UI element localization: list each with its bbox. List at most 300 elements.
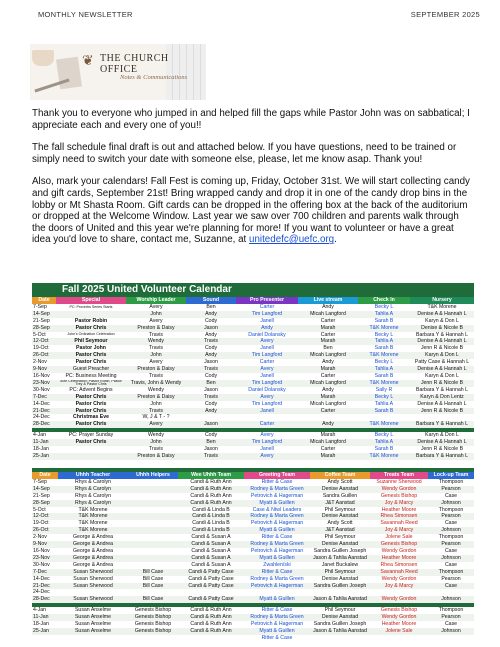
table-cell: Andy (322, 359, 334, 366)
table-cell: Candi & Susan A (191, 561, 231, 568)
banner-subtitle: Notes & Communications (120, 74, 188, 81)
table-cell: Phil Seymour (324, 506, 356, 513)
table-cell (428, 589, 474, 596)
table-cell: Micah Langford (298, 380, 358, 387)
table-row (32, 439, 474, 446)
table-cell: Candi & Susan A (191, 547, 231, 554)
table-cell: 7-Sep (33, 478, 47, 485)
table-cell: Heather Moore (370, 555, 428, 562)
table-cell: Barbara Y & Hannah L (415, 331, 468, 338)
table-cell: Candi & Ruth Ann (190, 478, 232, 485)
table-cell: Rhys & Carolyn (58, 500, 128, 507)
table-cell: 16-Nov (33, 372, 50, 379)
table-cell: Susan Sherwood (58, 583, 128, 590)
table-cell (244, 589, 310, 596)
table-cell: Sarah B (374, 345, 394, 352)
table-cell: Ritter & Case (261, 607, 293, 614)
table-cell: Marah (320, 432, 336, 439)
column-header: Date (32, 472, 58, 479)
table-row (32, 500, 474, 507)
table-cell: Cody (204, 400, 218, 407)
table-cell (298, 414, 358, 421)
table-cell (310, 589, 370, 596)
column-header: Worship Leader (126, 297, 186, 304)
table-cell: Wendy Gordon (370, 614, 428, 621)
table-cell: Micah Langford (298, 352, 358, 359)
table-cell: Candi & Patty Case (178, 583, 244, 590)
table-cell: Myatt & Guillen (244, 555, 310, 562)
table-row (32, 513, 474, 520)
table-cell: 19-Oct (33, 520, 49, 527)
table-cell (128, 635, 178, 642)
table-cell: Rhys & Carolyn (74, 492, 112, 499)
table-cell: T&K Morene (78, 506, 108, 513)
table-cell: PC: Business Meeting (65, 372, 117, 379)
table-row (32, 359, 474, 366)
table-cell: Ben (206, 303, 216, 310)
table-cell: Daniel Dolansky (248, 386, 286, 393)
table-cell: Sarah B (374, 317, 394, 324)
table-cell: Genesis Bishop (380, 607, 418, 614)
table-cell: 5-Oct (33, 506, 46, 513)
table-cell: Travis (149, 372, 163, 379)
column-header: Wee Uhhh Team (178, 472, 244, 479)
table-row (32, 569, 474, 576)
table-cell: Wendy Gordon (370, 486, 428, 493)
table-cell: Avery (236, 366, 298, 373)
table-cell: Petrovich & Hagerman (250, 547, 304, 554)
table-cell: Rodney & Marta Green (244, 486, 310, 493)
column-header: Special (56, 297, 126, 304)
table-cell (370, 589, 428, 596)
table-cell: 26-Oct (32, 527, 58, 534)
table-cell: 19-Oct (33, 345, 49, 352)
table-cell: Travis (149, 331, 163, 338)
table-cell: 25-Jan (32, 628, 58, 635)
table-cell (310, 635, 370, 642)
table-cell: Tim Langford (236, 380, 298, 387)
table-cell: Carter (320, 372, 336, 379)
table-cell: 7-Sep (33, 303, 47, 310)
table-row (32, 607, 474, 614)
paragraph-fall-fest (32, 176, 472, 246)
table-cell (410, 414, 474, 421)
table-cell: Janet Buckalew (321, 561, 359, 568)
table-cell: Denise Aanstad (310, 541, 370, 548)
table-cell: PC: Proverbs Series Starts (69, 304, 113, 309)
newsletter-body (32, 108, 472, 257)
paragraph-thanks: Thank you to everyone who jumped in and helped fill the gaps while Pastor John was on sabbatical; I appreciate each and every one of you!! (32, 108, 470, 131)
table-cell: PC: Prayer Sunday (68, 432, 114, 439)
paragraph-schedule: The fall schedule final draft is out and attached below. If you have questions, need to be trained or simply need to switch your date with someone else, please, let me know asap. Thank you! (32, 142, 457, 165)
table-cell: 21-Sep (33, 492, 50, 499)
table-cell: 23-Nov (32, 555, 58, 562)
table-cell: W, J & T - ? (142, 414, 170, 421)
table-cell: Bill Case (128, 596, 178, 603)
table-cell: Case (444, 520, 458, 527)
table-cell: Cody (204, 372, 218, 379)
table-cell: Becky L (374, 331, 394, 338)
table-cell: Susan Sherwood (58, 569, 128, 576)
table-cell: Pearson (428, 614, 474, 621)
table-cell (178, 635, 244, 642)
table-cell: Rhea Simonsen (370, 513, 428, 520)
table-cell: Case (444, 547, 458, 554)
table-cell: Jenn R & Nicole B (410, 380, 474, 387)
table-cell: George & Andrea (72, 561, 114, 568)
table-row (32, 527, 474, 534)
table-row (32, 366, 474, 373)
table-cell: Pearson (428, 541, 474, 548)
table-cell (128, 589, 178, 596)
table-cell: Myatt & Guillen (244, 500, 310, 507)
table-row (32, 401, 474, 408)
table-cell: 7-Dec (32, 394, 56, 401)
table-cell (56, 446, 126, 453)
table-cell: Carter (298, 408, 358, 415)
table-cell: Myatt & Guillen (244, 628, 310, 635)
table-row (32, 380, 474, 387)
table-cell: Jason & Tahlia Aanstad (310, 628, 370, 635)
table-cell: 28-Sep (32, 500, 58, 507)
table-row (32, 338, 474, 345)
table-cell: Carter (320, 317, 336, 324)
table-cell: Johnson (428, 500, 474, 507)
calendar-title: Fall 2025 United Volunteer Calendar (32, 283, 474, 297)
table-cell: Candi & Linda B (178, 513, 244, 520)
table-cell: Janell (236, 408, 298, 415)
table-row (32, 541, 474, 548)
table-cell (58, 589, 128, 596)
volunteer-calendar (32, 283, 474, 460)
church-logo-icon: ❦ (82, 52, 94, 68)
table-cell: Rhys & Carolyn (58, 486, 128, 493)
table-cell: Travis, John & Wendy (126, 380, 186, 387)
table-row (32, 408, 474, 415)
table-cell: Jason (204, 359, 218, 366)
column-header: Nursery (410, 297, 474, 304)
table-cell: Sally R (375, 386, 393, 393)
table-cell: Becky L (374, 359, 394, 366)
table-cell: Andy (322, 303, 334, 310)
table-cell: Susan Anselme (58, 614, 128, 621)
table-cell: Candi & Linda B (192, 520, 230, 527)
table-cell: J&T Aanstad (310, 500, 370, 507)
table-cell: Wendy Gordon (370, 596, 428, 603)
table-cell: Thompson (438, 607, 464, 614)
table-cell (236, 414, 298, 421)
email-link[interactable]: unitedefc@uefc.org (249, 234, 335, 246)
table-cell: John's Ordination Celebration (67, 332, 115, 337)
table-cell: Susan Anselme (74, 607, 112, 614)
table-cell: John (126, 439, 186, 446)
table-row (32, 479, 474, 486)
table-row (32, 446, 474, 453)
table-cell: 28-Sep (32, 325, 56, 332)
table-cell (370, 635, 428, 642)
table-cell: Pastor Chris (56, 439, 126, 446)
table-cell: 18-Jan (33, 621, 49, 628)
table-cell: Cody (204, 317, 218, 324)
table-row (32, 555, 474, 562)
table-row (32, 562, 474, 569)
table-cell: Patty Case & Hannah L (414, 359, 470, 366)
table-cell: Sandra Guillen (322, 492, 358, 499)
column-header: Uhhh Teacher (58, 472, 128, 479)
table-cell: Becky L (358, 394, 410, 401)
table-cell: Candi & Patty Case (178, 596, 244, 603)
table-cell: T&K Morene (358, 352, 410, 359)
table-cell: Janell (260, 345, 274, 352)
table-cell: T&K Morene (427, 303, 457, 310)
table-cell: Travis (186, 366, 236, 373)
table-cell: 14-Sep (32, 311, 56, 318)
table-cell: John (126, 311, 186, 318)
table-cell (58, 635, 128, 642)
table-cell: 23-Nov (32, 380, 56, 387)
table-row (32, 486, 474, 493)
table-cell: Pastor Chris (56, 394, 126, 401)
table-cell: Suzanne Sherwood (376, 478, 422, 485)
table-row (32, 414, 474, 421)
table-cell: Travis (186, 394, 236, 401)
table-cell (128, 548, 178, 555)
table-cell: Ritter & Case (261, 634, 293, 641)
table-cell: Candi & Ruth Ann (190, 607, 232, 614)
table-cell: Rodney & Marta Green (244, 541, 310, 548)
table-cell: Pastor Robin (74, 317, 108, 324)
table-row (32, 325, 474, 332)
table-cell: Wendy (126, 338, 186, 345)
table-cell: Ritter & Case (261, 534, 293, 541)
table-cell: Sandra Guillen Joseph (310, 583, 370, 590)
table-cell (128, 493, 178, 500)
table-cell: Case (444, 621, 458, 628)
table-cell: 4-Jan (33, 432, 46, 439)
table-cell: Case (444, 561, 458, 568)
table-cell: Janell (260, 446, 274, 453)
table-cell: Barbara Y & Hannah L (410, 421, 474, 428)
table-cell: Denise A & Hannah L (410, 439, 474, 446)
table-cell: Jenn R & Nicole B (420, 345, 464, 352)
table-cell: 4-Jan (33, 607, 46, 614)
table-row (32, 332, 474, 339)
column-header: Live stream (298, 297, 358, 304)
table-cell: Andy (236, 325, 298, 332)
table-cell: Jason (204, 446, 218, 453)
table-cell: Johnson (428, 628, 474, 635)
table-cell: Ben (186, 380, 236, 387)
table-cell: Genesis Bishop (128, 614, 178, 621)
table-cell: Denise A & Hannah L (410, 366, 474, 373)
table-cell: Zwahlen/ski (263, 561, 291, 568)
table-cell: Jenn R & Nicole B (420, 446, 464, 453)
table-cell: Denise A & Hannah L (417, 400, 467, 407)
table-cell: Myatt & Guillen (244, 527, 310, 534)
table-cell: Karyn & Don L (425, 317, 459, 324)
table-cell: George & Andrea (72, 547, 114, 554)
table-cell: Petrovich & Hagerman (250, 621, 304, 628)
table-cell: Tahlia A (358, 338, 410, 345)
table-cell: Ritter & Case (261, 478, 293, 485)
table-cell: 30-Nov (33, 561, 50, 568)
table-row (32, 520, 474, 527)
table-cell: Candi & Ruth Ann (190, 621, 232, 628)
table-cell: George & Andrea (58, 555, 128, 562)
table-cell: Denise A & Hannah L (410, 338, 474, 345)
table-cell: Denise Aanstad (310, 486, 370, 493)
table-cell: Preston & Daisy (126, 366, 186, 373)
table-cell: Heather Moore (381, 621, 417, 628)
table-cell: Candi & Ruth Ann (178, 614, 244, 621)
table-cell: Avery (236, 338, 298, 345)
table-cell: Pearson (441, 575, 461, 582)
table-cell: T&K Morene (58, 527, 128, 534)
table-cell: Candi & Ruth Ann (178, 628, 244, 635)
table-cell: Andy (186, 311, 236, 318)
table-cell: Jason (186, 325, 236, 332)
table-cell: Marah (298, 338, 358, 345)
table-cell: Candi & Ruth Ann (190, 492, 232, 499)
newsletter-header (38, 10, 480, 24)
table-cell: Phil Seymour (324, 534, 356, 541)
table-cell: Candi & Patty Case (178, 569, 244, 576)
volunteer-table-support (32, 468, 474, 642)
table-cell (128, 562, 178, 569)
table-cell: Marah (298, 453, 358, 460)
table-cell: T&K Morene (358, 421, 410, 428)
table-cell: Avery (126, 421, 186, 428)
table-cell: 7-Dec (32, 569, 58, 576)
column-header: Lock-up Team (428, 472, 474, 479)
column-header: Uhhh Helpers (128, 472, 178, 479)
table-cell: PC: Advent Begins (69, 386, 113, 393)
table-row (32, 394, 474, 401)
table-cell (178, 589, 244, 596)
table-cell: Candi & Susan A (178, 541, 244, 548)
table-cell: Rodney & Marta Green (244, 513, 310, 520)
table-cell: Genesis Bishop (380, 492, 418, 499)
table-cell: Avery (236, 394, 298, 401)
table-row (32, 345, 474, 352)
table-cell (56, 311, 126, 318)
table-cell: Candi & Linda B (178, 527, 244, 534)
table-cell (56, 453, 126, 460)
table-row (32, 507, 474, 514)
table-cell: Tahlia A (358, 311, 410, 318)
table-cell: Jolene Sale (370, 628, 428, 635)
table-cell (128, 541, 178, 548)
table-cell: Joy & Marcy (370, 583, 428, 590)
table-cell: Johnson (428, 527, 474, 534)
table-cell: Pastor Chris (56, 325, 126, 332)
table-cell: Avery (149, 303, 163, 310)
table-header-row (32, 297, 474, 304)
table-row (32, 304, 474, 311)
table-cell: Jenn R & Nicole B (410, 408, 474, 415)
table-cell: Cody (204, 345, 218, 352)
table-cell: Micah Langford (298, 311, 358, 318)
table-cell (428, 635, 474, 642)
table-cell: Andy (298, 421, 358, 428)
table-cell: Candi & Ruth Ann (178, 500, 244, 507)
table-cell: Case & Ntwl Leaders (252, 506, 302, 513)
table-cell (128, 555, 178, 562)
table-cell: Avery (149, 317, 163, 324)
table-row (32, 373, 474, 380)
table-cell: Guest Preacher (56, 366, 126, 373)
table-cell: Genesis Bishop (134, 621, 172, 628)
table-row (32, 596, 474, 603)
table-cell: Becky L (374, 432, 394, 439)
table-cell: Rhea Simonsen (380, 561, 418, 568)
table-header-row (32, 472, 474, 479)
table-cell: Janell (260, 317, 274, 324)
table-cell: Bill Case (128, 569, 178, 576)
table-cell: Micah Langford (310, 400, 346, 407)
table-cell: Ben (323, 345, 333, 352)
table-cell: Barbara Y & Hannah L (415, 386, 468, 393)
table-cell: Andy (205, 331, 217, 338)
column-header: Pro Presenter (236, 297, 298, 304)
table-cell (128, 500, 178, 507)
table-cell (128, 513, 178, 520)
table-cell: 12-Oct (32, 338, 56, 345)
table-cell: 24-Dec (33, 589, 50, 596)
newsletter-label: MONTHLY NEWSLETTER (38, 10, 133, 19)
table-cell: Marah (298, 366, 358, 373)
table-row (32, 311, 474, 318)
table-cell: Pearson (428, 513, 474, 520)
table-row (32, 318, 474, 325)
table-cell (358, 414, 410, 421)
table-cell: 30-Nov (33, 386, 50, 393)
table-cell: Thompson (438, 534, 464, 541)
table-cell: 9-Nov (32, 366, 56, 373)
table-cell: Pastor Chris (56, 421, 126, 428)
table-cell: Johnson (428, 555, 474, 562)
table-cell: 9-Nov (32, 541, 58, 548)
table-cell: Travis (149, 345, 163, 352)
table-cell: Micah Langford (298, 439, 358, 446)
table-cell: Tim Langford (236, 439, 298, 446)
table-cell: 24-Dec (33, 414, 50, 421)
coffee-cup-icon (32, 50, 54, 66)
table-cell: Bill Case (128, 583, 178, 590)
table-cell: Sarah B (374, 372, 394, 379)
table-cell: Susan Sherwood (58, 596, 128, 603)
table-cell: Janell (260, 372, 274, 379)
table-cell: Jason & Tahlia Aanstad (310, 596, 370, 603)
table-cell: Petrovich & Hagerman (250, 520, 304, 527)
table-cell (186, 414, 236, 421)
table-row (32, 548, 474, 555)
table-cell: Candi & Linda B (192, 506, 230, 513)
table-cell: Tim Langford (251, 400, 283, 407)
table-cell: 28-Dec (32, 421, 56, 428)
table-cell: Wendy (147, 386, 165, 393)
table-cell (128, 520, 178, 527)
column-header: Treats Team (370, 472, 428, 479)
table-cell: T&K Morene (358, 380, 410, 387)
table-cell: Genesis Bishop (128, 628, 178, 635)
table-cell: T&K Morene (58, 513, 128, 520)
table-cell: Andy (186, 408, 236, 415)
table-cell: 25-Jan (32, 453, 56, 460)
column-header: Date (32, 297, 56, 304)
table-cell: Petrovich & Hagerman (244, 583, 310, 590)
table-cell: John (150, 400, 162, 407)
